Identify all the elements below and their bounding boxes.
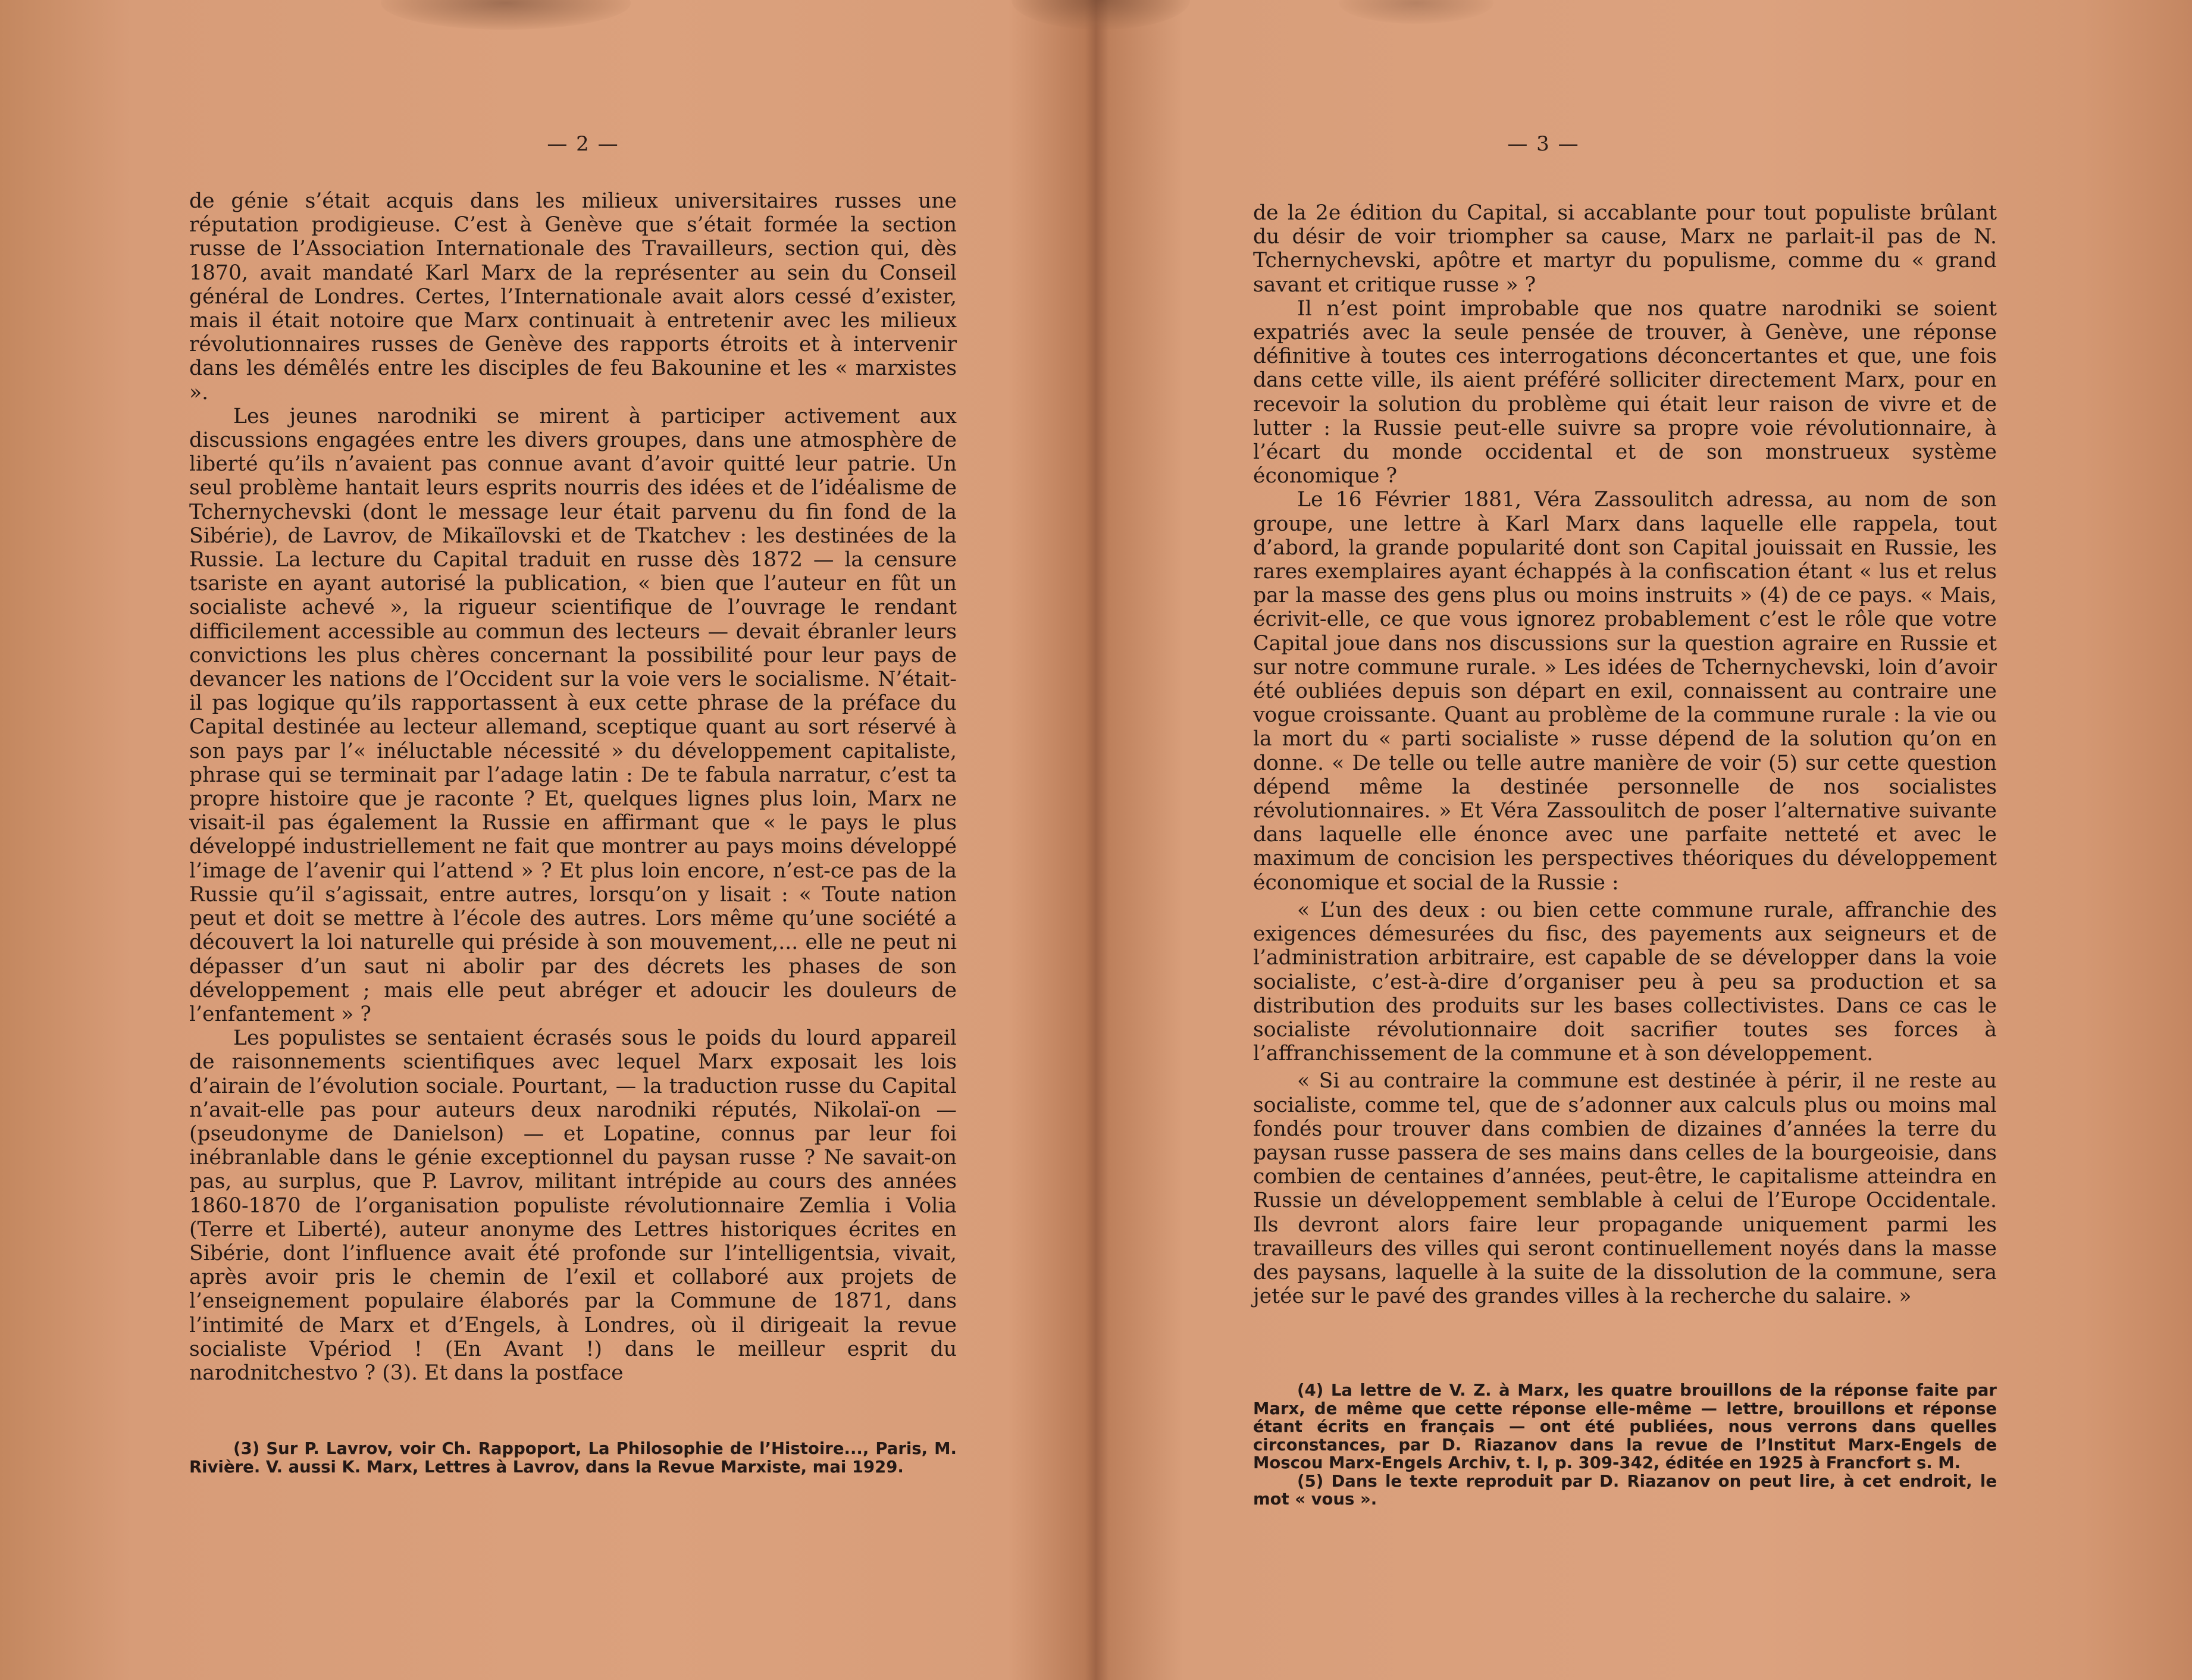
page-number-right: — 3 —	[1507, 132, 1580, 156]
left-paragraph-2: Les jeunes narodniki se mirent à participer activement aux discussions engagées entre les divers groupes, dans une atmosphère de liberté qu’ils n’avaient pas connue avant d’avoir quitté leur patrie. Un seul problème hantait leurs esprits nourris des idées et de l’idéalisme de Tchernychevski (dont le message leur était parvenu du fin fond de la Sibérie), de Lavrov, de Mikaïlovski et de Tkatchev : les destinées de la Russie. La lecture du Capital traduit en russe dès 1872 — la censure tsariste en ayant autorisé la publication, « bien que l’auteur en fût un socialiste achevé », la rigueur scientifique de l’ouvrage le rendant difficilement accessible au commun des lecteurs — devait ébranler leurs convictions les plus chères concernant la possibilité pour leur pays de devancer les nations de l’Occident sur la voie vers le socialisme. N’était-il pas logique qu’ils rapportassent à eux cette phrase de la préface du Capital destinée au lecteur allemand, sceptique quant au sort réservé à son pays par l’« inéluctable nécessité » du développement capitaliste, phrase qui se terminait par l’adage latin : De te fabula narratur, c’est ta propre histoire que je raconte ? Et, quelques lignes plus loin, Marx ne visait-il pas également la Russie en affirmant que « le pays le plus développé industriellement ne fait que montrer au pays moins développé l’image de l’avenir qui l’attend » ? Et plus loin encore, n’est-ce pas de la Russie qu’il s’agissait, entre autres, lorsqu’on y lisait : « Toute nation peut et doit se mettre à l’école des autres. Lors même qu’une société a découvert la loi naturelle qui préside à son mouvement,... elle ne peut ni dépasser d’un saut ni abolir par des décrets les phases de son développement ; mais elle peut abréger et adoucir les douleurs de l’enfantement » ?	[189, 404, 957, 1026]
left-footnotes	[189, 1440, 957, 1476]
footnote-4: (4) La lettre de V. Z. à Marx, les quatre brouillons de la réponse faite par Marx, de même que cette réponse elle-même — lettre, brouillons et réponse étant écrits en français — ont été publiées, nous verrons dans quelles circonstances, par D. Riazanov dans la revue de l’Institut Marx-Engels de Moscou Marx-Engels Archiv, t. I, p. 309-342, éditée en 1925 à Francfort s. M.	[1253, 1381, 1997, 1472]
page-number-left: — 2 —	[547, 132, 619, 156]
right-page	[1097, 0, 2192, 1680]
left-page	[0, 0, 1095, 1680]
left-paragraph-1: de génie s’était acquis dans les milieux universitaires russes une réputation prodigieuse. C’est à Genève que s’était formée la section russe de l’Association Internationale des Travailleurs, section qui, dès 1870, avait mandaté Karl Marx de la représenter au sein du Conseil général de Londres. Certes, l’Internationale avait alors cessé d’exister, mais il était notoire que Marx continuait à entretenir avec les milieux révolutionnaires russes de Genève des rapports étroits et à intervenir dans les démêlés entre les disciples de feu Bakounine et les « marxistes ».	[189, 189, 957, 405]
right-paragraph-2: Il n’est point improbable que nos quatre narodniki se soient expatriés avec la seule pensée de trouver, à Genève, une réponse définitive à toutes ces interrogations déconcertantes et que, une fois dans cette ville, ils aient préféré solliciter directement Marx, pour en recevoir la solution du problème qui était leur raison de vivre et de lutter : la Russie peut-elle suivre sa propre voie révolutionnaire, à l’écart du monde occidental et de son monstrueux système économique ?	[1253, 296, 1997, 488]
left-paragraph-3: Les populistes se sentaient écrasés sous le poids du lourd appareil de raisonnements scientifiques avec lequel Marx exposait les lois d’airain de l’évolution sociale. Pourtant, — la traduction russe du Capital n’avait-elle pas pour auteurs deux narodniki réputés, Nikolaï-on — (pseudonyme de Danielson) — et Lopatine, connus par leur foi inébranlable dans le génie exceptionnel du paysan russe ? Ne savait-on pas, au surplus, que P. Lavrov, militant intrépide au cours des années 1860-1870 de l’organisation populiste révolutionnaire Zemlia i Volia (Terre et Liberté), auteur anonyme des Lettres historiques écrites en Sibérie, dont l’influence avait été profonde sur l’intelligentsia, vivait, après avoir pris le chemin de l’exil et collaboré aux projets de l’enseignement populaire élaborés par la Commune de 1871, dans l’intimité de Marx et d’Engels, à Londres, où il dirigeait la revue socialiste Vpériod ! (En Avant !) dans le meilleur esprit du narodnitchestvo ? (3). Et dans la postface	[189, 1026, 957, 1385]
right-page-body	[1253, 201, 1997, 1308]
quote-paragraph-1: « L’un des deux : ou bien cette commune rurale, affranchie des exigences démesurées du fisc, des payements aux seigneurs et de l’administration arbitraire, est capable de se développer dans la voie socialiste, c’est-à-dire d’organiser peu à peu sa production et sa distribution des produits sur les bases collectivistes. Dans ce cas le socialiste révolutionnaire doit sacrifier toutes ses forces à l’affranchissement de la commune et à son développement.	[1253, 898, 1997, 1066]
right-footnotes	[1253, 1381, 1997, 1509]
footnote-5: (5) Dans le texte reproduit par D. Riazanov on peut lire, à cet endroit, le mot « vous ».	[1253, 1471, 1997, 1509]
quote-paragraph-2: « Si au contraire la commune est destinée à périr, il ne reste au socialiste, comme tel, que de s’adonner aux calculs plus ou moins mal fondés pour trouver dans combien de dizaines d’années la terre du paysan russe passera de ses mains dans celles de la bourgeoisie, dans combien de centaines d’années, peut-être, le capitalisme atteindra en Russie un développement semblable à celui de l’Europe Occidentale. Ils devront alors faire leur propagande uniquement parmi les travailleurs des villes qui seront continuellement noyés dans la masse des paysans, laquelle à la suite de la dissolution de la commune, sera jetée sur le pavé des grandes villes à la recherche du salaire. »	[1253, 1069, 1997, 1309]
left-page-body	[189, 189, 957, 1385]
right-paragraph-1: de la 2e édition du Capital, si accablante pour tout populiste brûlant du désir de voir triompher sa cause, Marx ne parlait-il pas de N. Tchernychevski, apôtre et martyr du populisme, comme du « grand savant et critique russe » ?	[1253, 201, 1997, 297]
right-paragraph-3: Le 16 Février 1881, Véra Zassoulitch adressa, au nom de son groupe, une lettre à Karl Marx dans laquelle elle rappela, tout d’abord, la grande popularité dont son Capital jouissait en Russie, les rares exemplaires ayant échappés à la confiscation étant « lus et relus par la masse des gens plus ou moins instruits » (4) de ce pays. « Mais, écrivit-elle, ce que vous ignorez probablement c’est le rôle que votre Capital joue dans nos discussions sur la question agraire en Russie et sur notre commune rurale. » Les idées de Tchernychevski, loin d’avoir été oubliées depuis son départ en exil, connaissent au contraire une vogue croissante. Quant au problème de la commune rurale : la vie ou la mort du « parti socialiste » russe dépend de la solution qu’on en donne. « De telle ou telle autre manière de voir (5) sur cette question dépend même la destinée personnelle de nos socialistes révolutionnaires. » Et Véra Zassoulitch de poser l’alternative suivante dans laquelle elle énonce avec une parfaite netteté et avec le maximum de concision les perspectives théoriques du développement économique et social de la Russie :	[1253, 488, 1997, 895]
footnote-3: (3) Sur P. Lavrov, voir Ch. Rappoport, La Philosophie de l’Histoire..., Paris, M. Rivière. V. aussi K. Marx, Lettres à Lavrov, dans la Revue Marxiste, mai 1929.	[189, 1439, 957, 1477]
